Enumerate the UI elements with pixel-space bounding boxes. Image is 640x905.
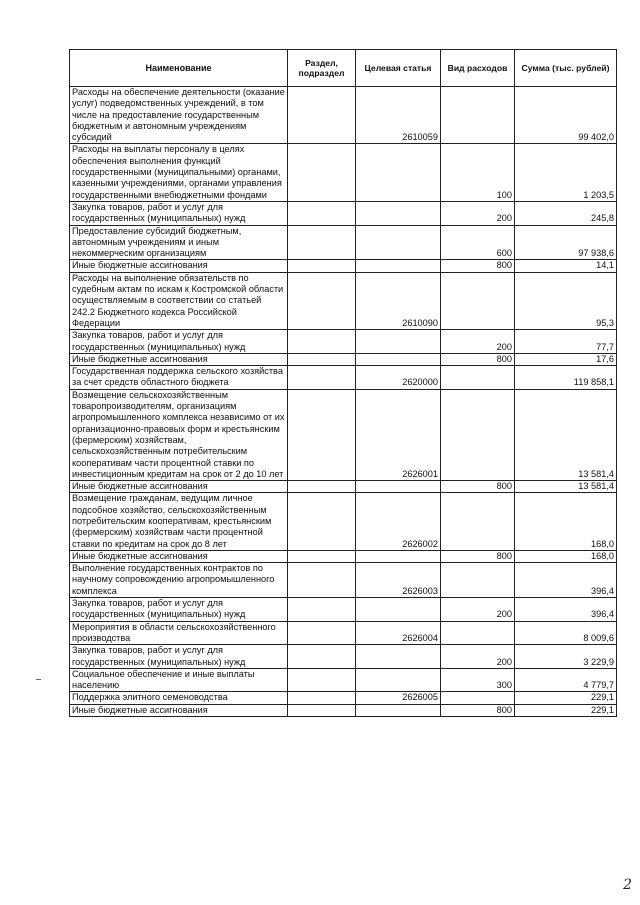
cell-name: Иные бюджетные ассигнования: [70, 550, 288, 562]
cell-sum: 168,0: [515, 493, 617, 550]
cell-sum: 396,4: [515, 598, 617, 622]
cell-target: 2626005: [356, 692, 441, 704]
cell-sum: 99 402,0: [515, 87, 617, 144]
cell-sum: 13 581,4: [515, 389, 617, 480]
table-row: [70, 550, 617, 562]
table-row: [70, 260, 617, 272]
cell-section: [288, 493, 356, 550]
cell-type: 300: [441, 668, 515, 692]
cell-target: [356, 330, 441, 354]
cell-type: 800: [441, 353, 515, 365]
cell-section: [288, 201, 356, 225]
cell-sum: 168,0: [515, 550, 617, 562]
header-name: Наименование: [70, 50, 288, 87]
cell-section: [288, 389, 356, 480]
cell-type: 600: [441, 225, 515, 260]
cell-target: 2626004: [356, 621, 441, 645]
cell-type: 200: [441, 645, 515, 669]
table-row: [70, 201, 617, 225]
cell-name: Выполнение государственных контрактов по научному сопровождению агропромышленного комплекса: [70, 563, 288, 598]
cell-sum: 77,7: [515, 330, 617, 354]
header-section: Раздел, подраздел: [288, 50, 356, 87]
cell-sum: 3 229,9: [515, 645, 617, 669]
cell-target: 2610090: [356, 272, 441, 329]
cell-type: [441, 692, 515, 704]
cell-sum: 1 203,5: [515, 144, 617, 201]
cell-type: [441, 493, 515, 550]
cell-type: 100: [441, 144, 515, 201]
table-row: [70, 621, 617, 645]
cell-section: [288, 353, 356, 365]
table-row: [70, 330, 617, 354]
cell-sum: 17,6: [515, 353, 617, 365]
cell-type: [441, 621, 515, 645]
cell-section: [288, 260, 356, 272]
cell-type: [441, 366, 515, 390]
cell-type: 800: [441, 704, 515, 716]
header-sum: Сумма (тыс. рублей): [515, 50, 617, 87]
table-row: [70, 563, 617, 598]
cell-sum: 245,8: [515, 201, 617, 225]
cell-name: Расходы на выплаты персоналу в целях обеспечения выполнения функций государственными (муниципальными) органами, казенными учреждениями, органами управления государственными внебюджетными фондами: [70, 144, 288, 201]
header-target: Целевая статья: [356, 50, 441, 87]
cell-type: 200: [441, 330, 515, 354]
cell-target: [356, 704, 441, 716]
table-row: [70, 144, 617, 201]
cell-sum: 119 858,1: [515, 366, 617, 390]
header-type: Вид расходов: [441, 50, 515, 87]
cell-type: 200: [441, 201, 515, 225]
cell-target: [356, 598, 441, 622]
table-row: [70, 87, 617, 144]
cell-target: 2626002: [356, 493, 441, 550]
cell-section: [288, 563, 356, 598]
cell-section: [288, 645, 356, 669]
cell-section: [288, 330, 356, 354]
cell-name: Государственная поддержка сельского хозяйства за счет средств областного бюджета: [70, 366, 288, 390]
cell-type: 800: [441, 550, 515, 562]
cell-target: [356, 645, 441, 669]
cell-name: Возмещение сельскохозяйственным товаропроизводителям, организациям агропромышленного комплекса независимо от их организационно-правовых форм и крестьянским (фермерским) хозяйствам, сельскохозяйственным потребительским кооперативам части процентной ставки по инвестиционным кредитам на срок от 2 до 10 лет: [70, 389, 288, 480]
cell-target: 2620000: [356, 366, 441, 390]
table-row: [70, 704, 617, 716]
cell-sum: 95,3: [515, 272, 617, 329]
cell-section: [288, 550, 356, 562]
table-row: [70, 481, 617, 493]
cell-target: [356, 668, 441, 692]
cell-section: [288, 225, 356, 260]
cell-name: Расходы на обеспечение деятельности (оказание услуг) подведомственных учреждений, в том числе на предоставление государственным бюджетным и автономным учреждениям субсидий: [70, 87, 288, 144]
cell-type: [441, 389, 515, 480]
cell-sum: 8 009,6: [515, 621, 617, 645]
table-body: [70, 87, 617, 717]
cell-name: Иные бюджетные ассигнования: [70, 353, 288, 365]
cell-target: [356, 260, 441, 272]
cell-section: [288, 704, 356, 716]
cell-sum: 229,1: [515, 704, 617, 716]
cell-name: Предоставление субсидий бюджетным, автономным учреждениям и иным некоммерческим организациям: [70, 225, 288, 260]
cell-type: [441, 87, 515, 144]
table-row: [70, 645, 617, 669]
cell-section: [288, 272, 356, 329]
cell-target: [356, 550, 441, 562]
cell-type: [441, 563, 515, 598]
cell-section: [288, 366, 356, 390]
table-row: [70, 366, 617, 390]
cell-sum: 14,1: [515, 260, 617, 272]
cell-type: 800: [441, 260, 515, 272]
cell-name: Иные бюджетные ассигнования: [70, 260, 288, 272]
table-row: [70, 353, 617, 365]
cell-target: [356, 144, 441, 201]
cell-section: [288, 668, 356, 692]
table-row: [70, 493, 617, 550]
cell-target: [356, 225, 441, 260]
cell-name: Социальное обеспечение и иные выплаты населению: [70, 668, 288, 692]
table-row: [70, 598, 617, 622]
cell-type: 800: [441, 481, 515, 493]
cell-section: [288, 481, 356, 493]
cell-section: [288, 87, 356, 144]
cell-section: [288, 621, 356, 645]
margin-mark: [36, 679, 41, 680]
cell-target: 2610059: [356, 87, 441, 144]
cell-name: Поддержка элитного семеноводства: [70, 692, 288, 704]
table-row: [70, 668, 617, 692]
cell-name: Закупка товаров, работ и услуг для государственных (муниципальных) нужд: [70, 330, 288, 354]
cell-target: [356, 201, 441, 225]
cell-section: [288, 692, 356, 704]
cell-section: [288, 598, 356, 622]
cell-name: Закупка товаров, работ и услуг для государственных (муниципальных) нужд: [70, 598, 288, 622]
cell-sum: 4 779,7: [515, 668, 617, 692]
cell-sum: 229,1: [515, 692, 617, 704]
cell-name: Закупка товаров, работ и услуг для государственных (муниципальных) нужд: [70, 645, 288, 669]
page-number-mark: 2: [623, 877, 632, 893]
cell-target: 2626001: [356, 389, 441, 480]
cell-sum: 396,4: [515, 563, 617, 598]
cell-name: Мероприятия в области сельскохозяйственного производства: [70, 621, 288, 645]
cell-name: Расходы на выполнение обязательств по судебным актам по искам к Костромской области осуществляемым в соответствии со статьей 242.2 Бюджетного кодекса Российской Федерации: [70, 272, 288, 329]
cell-target: [356, 353, 441, 365]
cell-target: [356, 481, 441, 493]
cell-name: Иные бюджетные ассигнования: [70, 481, 288, 493]
table-row: [70, 272, 617, 329]
cell-type: [441, 272, 515, 329]
table-row: [70, 389, 617, 480]
cell-name: Возмещение гражданам, ведущим личное подсобное хозяйство, сельскохозяйственным потребительским кооперативам, крестьянским (фермерским) хозяйствам части процентной ставки по кредитам на срок до 8 лет: [70, 493, 288, 550]
budget-table: [69, 49, 617, 717]
table-row: [70, 692, 617, 704]
table-header-row: [70, 50, 617, 87]
cell-name: Иные бюджетные ассигнования: [70, 704, 288, 716]
table-row: [70, 225, 617, 260]
cell-sum: 97 938,6: [515, 225, 617, 260]
cell-target: 2626003: [356, 563, 441, 598]
cell-name: Закупка товаров, работ и услуг для государственных (муниципальных) нужд: [70, 201, 288, 225]
cell-type: 200: [441, 598, 515, 622]
cell-section: [288, 144, 356, 201]
cell-sum: 13 581,4: [515, 481, 617, 493]
